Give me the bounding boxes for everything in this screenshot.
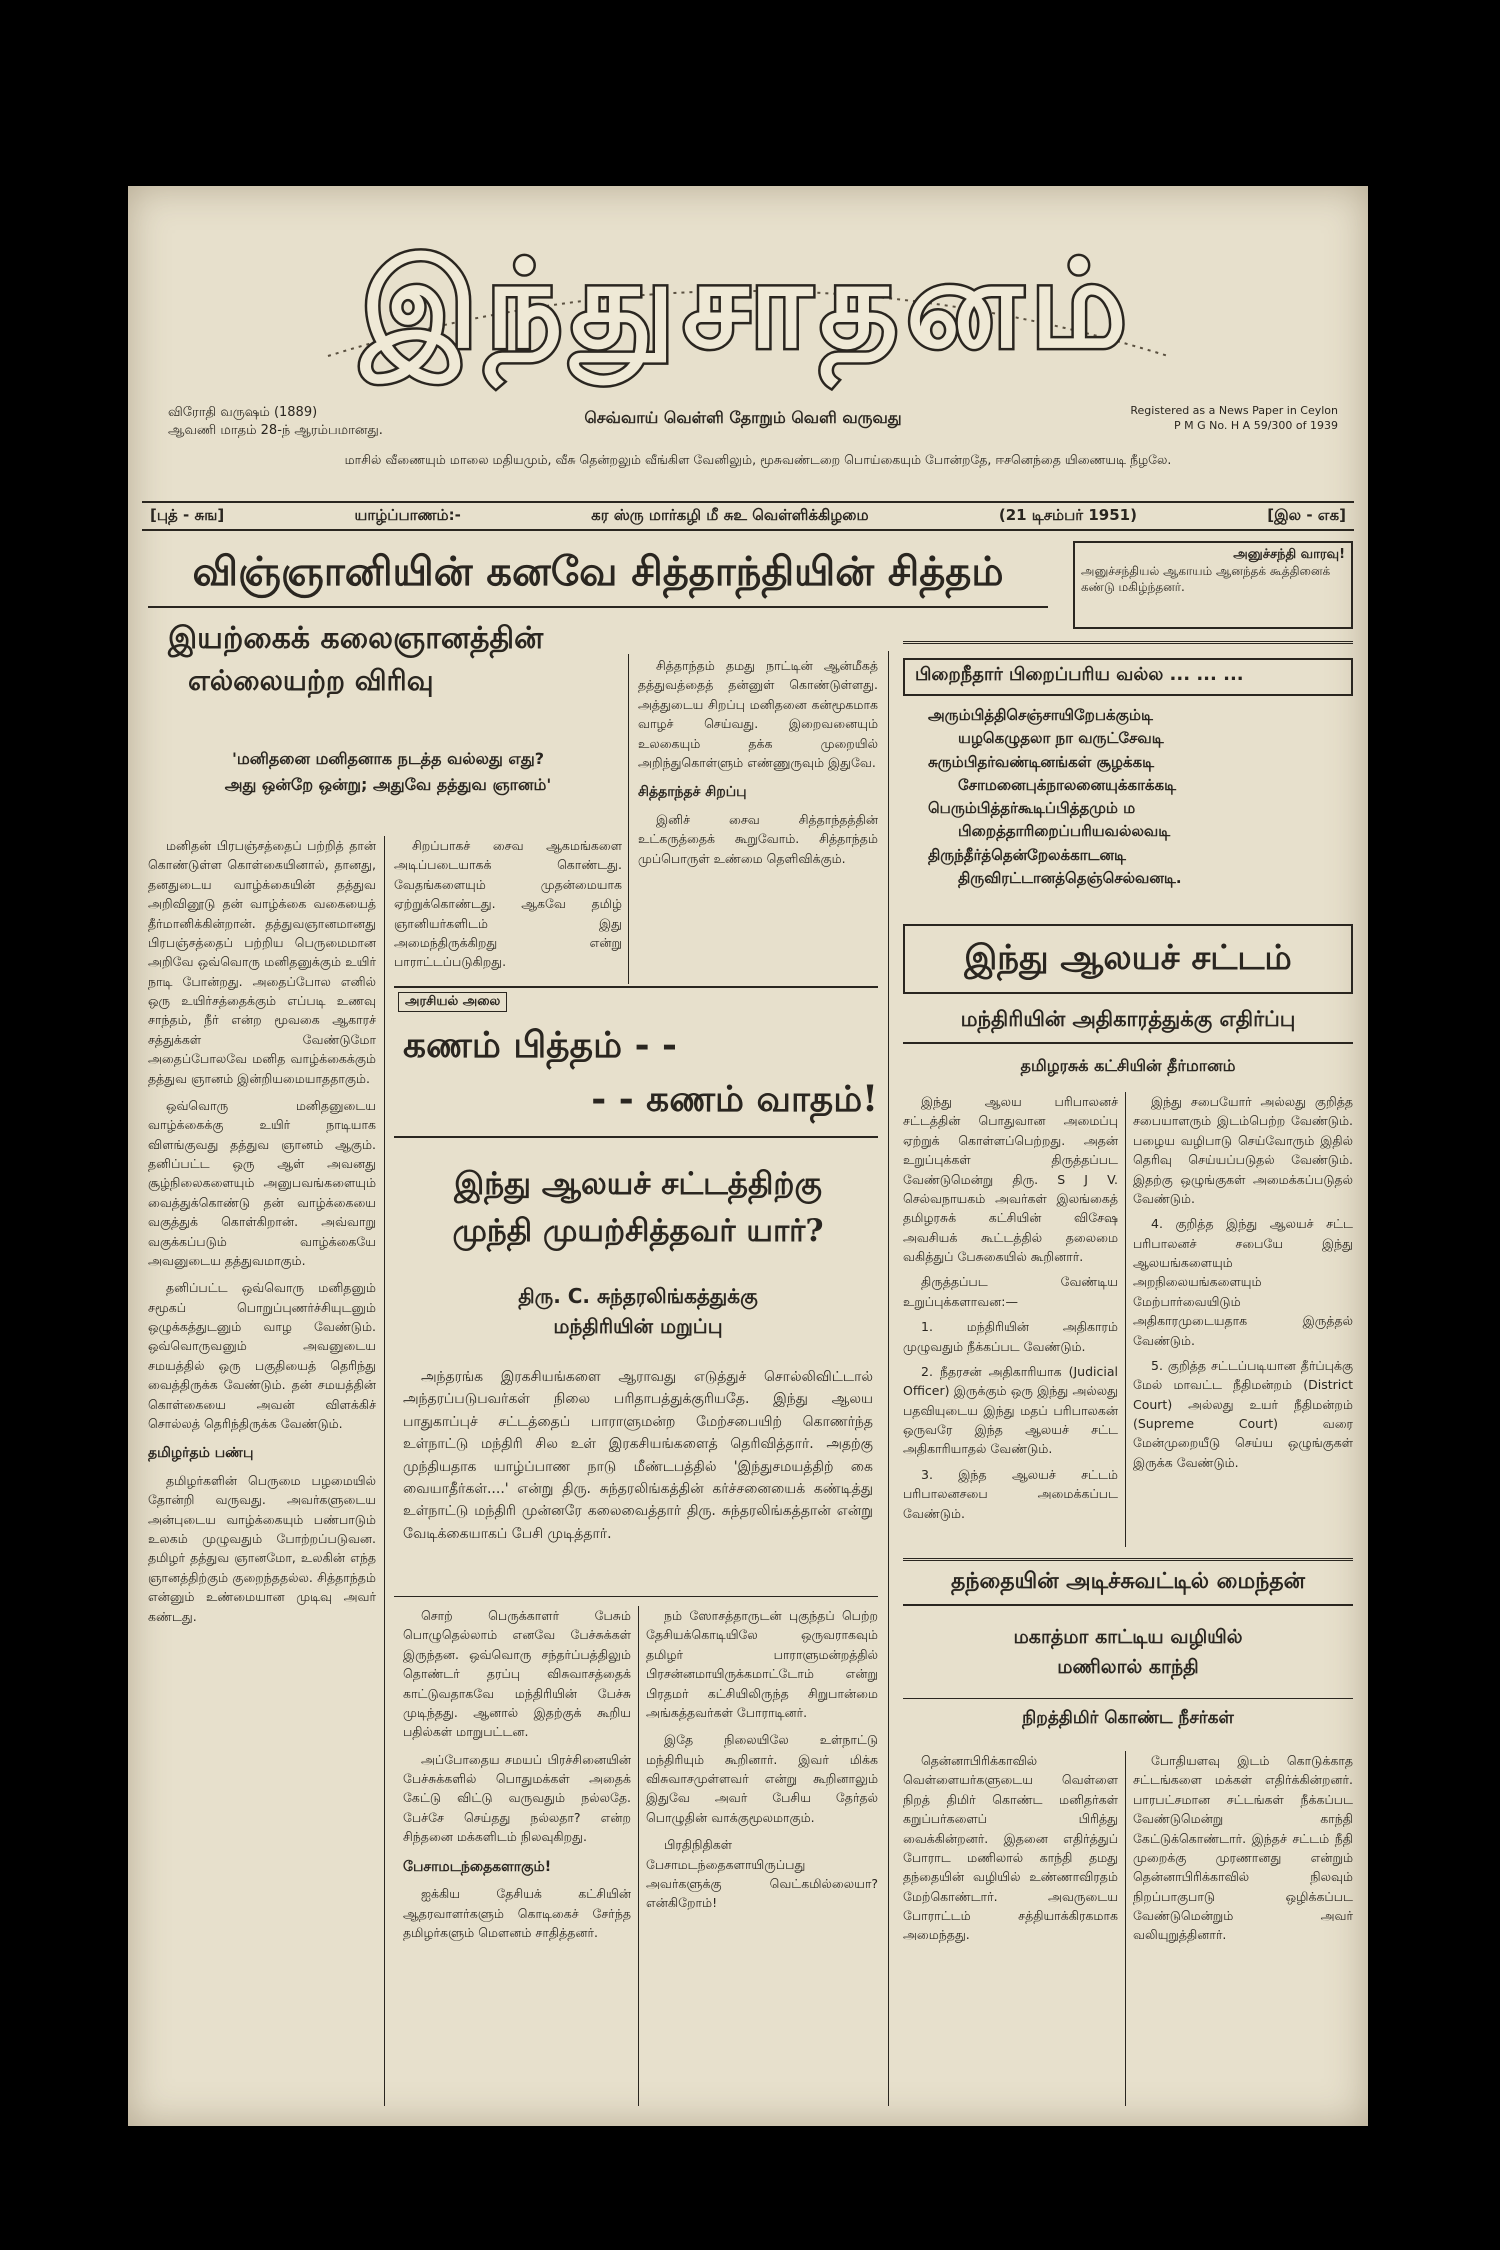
temple-column-b [1133, 1092, 1353, 1552]
temple-act-party: தமிழரசுக் கட்சியின் தீர்மானம் [1020, 1056, 1236, 1075]
temple-point-1: 1. மந்திரியின் அதிகாரம் முழுவதும் நீக்கப்பட வேண்டும். [903, 1319, 1118, 1354]
gandhi-sub-1: மகாத்மா காட்டிய வழியில் [1013, 1626, 1243, 1648]
poem-line: திருந்தீர்த்தென்றேலக்காடனடி [928, 845, 1126, 864]
divider-line [903, 1558, 1353, 1561]
masthead-title: இந்துசாதனம் [360, 234, 1136, 375]
gandhi-sub-3: நிறத்திமிர் கொண்ட நீசர்கள் [1022, 1708, 1234, 1728]
poem-title: பிறைநீதார் பிறைப்பரிய வல்ல ... ... ... [903, 658, 1353, 696]
politics-label: அரசியல் அலை [398, 992, 507, 1012]
gandhi-sub-2: மணிலால் காந்தி [1057, 1656, 1199, 1679]
divider-line [394, 1596, 878, 1597]
poem-line: திருவிரட்டானத்தெஞ்செல்வனடி. [958, 868, 1182, 887]
temple-article-headline-2: முந்தி முயற்சித்தவர் யார்? [452, 1212, 824, 1249]
poem-line: அரும்பித்திசெஞ்சாயிறேபக்கும்டி [928, 706, 1153, 724]
divider-line [394, 1136, 878, 1138]
temple-article-paragraph: அந்தரங்க இரகசியங்களை ஆராவது எடுத்துச் சொல்லிவிட்டால் அந்தரப்படுபவர்கள் நிலை பரிதாபத்துக்குரியதே. இந்து ஆலய பாதுகாப்புச் சட்டத்தைப் பாராளுமன்ற மேற்சபையிற் கொணர்ந்த உள்நாட்டு மந்திரி சில உள் இரகசியங்களைத் தெரிவித்தார். அதற்கு முந்தியதாக யாழ்ப்பாண நாடு மீண்டபத்தில் 'இந்துசமயத்திற் கை வையாதீர்கள்....' என்று திரு. சுந்தரலிங்கத்தின் கர்ச்சனையைக் கண்டித்து உள்நாட்டு மந்திரி முன்னரே கலைவைத்தார் திரு. சுந்தரலிங்கத்தான் என்று வேடிக்கையாகப் பேசி முடித்தார். [403, 1369, 873, 1542]
politics-headline-2: - - கணம் வாதம்! [591, 1078, 878, 1120]
temple-article-headline [403, 1161, 873, 1254]
poem-border-top [903, 641, 1353, 646]
temple-act-headline: இந்து ஆலயச் சட்டம் [903, 924, 1353, 994]
newspaper-page [128, 186, 1368, 2126]
lead-quote [168, 746, 608, 797]
temple-paragraph: திருத்தப்பட வேண்டிய உறுப்புக்களாவன:— [903, 1274, 1118, 1309]
lead-subhead-2: எல்லையற்ற விரிவு [188, 664, 434, 697]
dateline [142, 501, 1354, 531]
gandhi-paragraph: போதியளவு இடம் கொடுக்காத சட்டங்களை மக்கள் எதிர்க்கின்றனர். பாரபட்சமான சட்டங்கள் நீக்கப்பட வேண்டுமென்று காந்தி கேட்டுக்கொண்டார். இந்தச் சட்டம் நீதி முறைக்கு முரணானது என்றும் தென்னாபிரிக்காவில் நிலவும் நிறப்பாகுபாடு ஒழிக்கப்பட வேண்டுமென்றும் அவர் வலியுறுத்தினார். [1133, 1753, 1353, 1943]
gandhi-headline: தந்தையின் அடிச்சுவட்டில் மைந்தன் [951, 1568, 1305, 1594]
divider-line [394, 986, 878, 988]
dateline-date-tamil: கர ஸ்ரு மார்கழி மீ சுஉ வெள்ளிக்கிழமை [591, 506, 869, 524]
gandhi-column-b [1133, 1751, 1353, 2106]
side-note-label: அனுச்சந்தி வாரவு! [1233, 547, 1345, 562]
temple-paragraph: இந்து சபையோர் அல்லது குறித்த சபையாளரும் இடம்பெற்ற வேண்டும். பழைய வழிபாடு செய்வோரும் இதில் தெரிவு செய்யப்படுதல் வேண்டும். இதற்கு ஒழுங்குகள் அமைக்கப்படுதல் வேண்டும். [1133, 1094, 1353, 1206]
column-divider [384, 836, 385, 2106]
temple-article-subhead [403, 1281, 873, 1341]
divider-line [903, 1698, 1353, 1699]
column-divider [1125, 1751, 1126, 2106]
column-divider [638, 1606, 639, 2106]
masthead-tagline: மாசில் வீணையும் மாலை மதியமும், வீசு தென்றலும் வீங்கிள வேனிலும், மூசுவண்டறை பொய்கையும் போன்றதே, ஈசனெந்தை யிணையடி நீழலே. [344, 452, 1172, 467]
masthead-logo [308, 206, 1188, 396]
lead-col1-paragraph-3: தனிப்பட்ட ஒவ்வொரு மனிதனும் சமூகப் பொறுப்புணர்ச்சியுடனும் ஒழுக்கத்துடனும் வாழ வேண்டும். ஒவ்வொருவனும் அவனுடைய சமயத்தில் ஒரு பகுதியைத் தெரிந்து வைத்திருக்க வேண்டும். தன் சமயத்தின் கொள்கையை அவன் விளக்கிச் சொல்லத் தெரிந்திருக்க வேண்டும். [148, 1280, 376, 1431]
temple-article-sub-1: திரு. C. சுந்தரலிங்கத்துக்கு [518, 1284, 758, 1308]
lead-subhead-1: இயற்கைக் கலைஞானத்தின் [168, 621, 544, 656]
temple-article-sub-2: மந்திரியின் மறுப்பு [553, 1314, 723, 1338]
temple-point-3: 3. இந்த ஆலயச் சட்டம் பரிபாலனசபை அமைக்கப்பட வேண்டும். [903, 1466, 1118, 1521]
divider-line [903, 1042, 1353, 1044]
founding-year: விரோதி வருஷம் (1889) [168, 405, 318, 420]
lead-col1-paragraph-1: மனிதன் பிரபஞ்சத்தைப் பற்றித் தான் கொண்டுள்ள கொள்கையினால், தானது, தனதுடைய வாழ்க்கையின் தத்துவ அறிவினூடு தன் வாழ்க்கை வகையைத் தீர்மானிக்கின்றான். தத்துவஞானமானது பிரபஞ்சத்தைப் பற்றிய பெருமைமான அறிவே ஒவ்வொரு மனிதனுக்கும் உயிர் நாடி போன்றது. அதைப்போல எனில் ஒரு உயிர்சத்தைக்கும் எப்படி உணவு சாந்தம், நீர் என்ற மூவகை ஆகாரச் சத்துக்கள் வேண்டுமோ அதைப்போலவே மனித வாழ்க்கைக்கும் தத்துவ ஞானம் இன்றியமையாததாகும். [148, 838, 376, 1086]
lead-col3-paragraph-1: சித்தாந்தம் தமது நாட்டின் ஆன்மீகத் தத்துவத்தைத் தன்னுள் கொண்டுள்ளது. அத்துடைய சிறப்பு மனிதனை கன்மூகமாக வாழச் செய்வது. இறைவனையும் உலகையும் தக்க முறையில் அறிந்துகொள்ளும் எண்ணுருவும் இதுவே. [638, 658, 878, 770]
poem-line: சோமனைபுக்நாலனையுக்காக்கடி [958, 775, 1177, 794]
lead-quote-line-1: 'மனிதனை மனிதனாக நடத்த வல்லது எது? [231, 749, 545, 768]
lead-column-2 [394, 836, 622, 976]
lead-col3-paragraph-2: இனிச் சைவ சித்தாந்தத்தின் உட்கருத்தைக் கூறுவோம். சித்தாந்தம் முப்பொருள் உண்மை தெளிவிக்கும். [638, 811, 878, 866]
dateline-place: யாழ்ப்பாணம்:- [354, 506, 461, 524]
politics-paragraph: ஐக்கிய தேசியக் கட்சியின் ஆதரவாளர்களும் கொடிகைச் சேர்ந்த தமிழர்களும் மௌனம் சாதித்தனர். [403, 1886, 631, 1940]
divider-line [903, 1604, 1353, 1606]
lead-headline: விஞ்ஞானியின் கனவே சித்தாந்தியின் சித்தம் [148, 548, 1048, 608]
registration-line-1: Registered as a News Paper in Ceylon [1130, 404, 1338, 417]
temple-article-lead [403, 1366, 873, 1591]
publication-frequency: செவ்வாய் வெள்ளி தோறும் வெளி வருவது [584, 408, 902, 427]
lead-col2-paragraph-1: சிறப்பாகச் சைவ ஆகமங்களை அடிப்படையாகக் கொண்டது. வேதங்களையும் முதன்மையாக ஏற்றுக்கொண்டது. ஆகவே தமிழ் ஞானியர்களிடம் இது அமைந்திருக்கிறது என்று பாராட்டப்படுகிறது. [394, 838, 622, 970]
politics-subheading: பேசாமடந்தைகளாகும்! [403, 1858, 552, 1875]
column-divider [1125, 1092, 1126, 1547]
politics-column-b [646, 1606, 878, 2106]
lead-col1-paragraph-2: ஒவ்வொரு மனிதனுடைய வாழ்க்கைக்கு உயிர் நாடியாக விளங்குவது தத்துவ ஞானம் ஆகும். தனிப்பட்ட ஒரு ஆள் அவனது சூழ்நிலைகளையும் அனுபவங்களையும் வைத்துக்கொண்டு தன் வாழ்க்கையை வகுத்துக் கொள்கிறான். அவ்வாறு வகுக்கப்படும் வாழ்க்கையே அவனுடைய தத்துவமாகும். [148, 1097, 376, 1268]
siddhanta-subheading: சித்தாந்தச் சிறப்பு [638, 784, 747, 801]
temple-point-5: 5. குறித்த சட்டப்படியான தீர்ப்புக்கு மேல் மாவட்ட நீதிமன்றம் (District Court) அல்லது உயர் நீதிமன்றம் (Supreme Court) வரை மேன்முறையீடு செய்ய ஒழுங்குகள் இருக்க வேண்டும். [1133, 1357, 1353, 1470]
tamil-culture-subheading: தமிழர்தம் பண்பு [148, 1445, 254, 1462]
poem-line: சுரும்பிதர்வண்டினங்கள் சூழக்கடி [928, 752, 1155, 771]
column-divider [628, 654, 629, 984]
side-note-text: அனுச்சந்தியல் ஆகாயம் ஆனந்தக் கூத்தினைக் கண்டு மகிழ்ந்தனர். [1081, 564, 1331, 595]
temple-paragraph: இந்து ஆலய பரிபாலனச் சட்டத்தின் பொதுவான அமைப்பு ஏற்றுக் கொள்ளப்பெற்றது. அதன் உறுப்புக்கள் திருத்தப்பட வேண்டுமென்று திரு. S J V. செல்வநாயகம் அவர்கள் இலங்கைத் தமிழரசுக் கட்சியின் விசேஷ அவசியக் கூட்டத்தில் தலைமை வகித்துப் பேசுகையில் கூறினார். [903, 1094, 1118, 1264]
politics-headline-1: கணம் பித்தம் - - [403, 1024, 677, 1066]
gandhi-column-a [903, 1751, 1118, 2106]
registration-info [1008, 404, 1338, 434]
poem-verse [928, 704, 1348, 890]
temple-column-a [903, 1092, 1118, 1552]
side-note-box [1073, 541, 1353, 629]
temple-article-headline-1: இந்து ஆலயச் சட்டத்திற்கு [454, 1166, 822, 1202]
issue-number: [இல - எக] [1267, 506, 1346, 524]
founding-month: ஆவணி மாதம் 28-ந் ஆரம்பமானது. [168, 422, 383, 438]
registration-line-2: P M G No. H A 59/300 of 1939 [1174, 418, 1338, 432]
column-divider [888, 651, 889, 2106]
temple-point-4: 4. குறித்த இந்து ஆலயச் சட்ட பரிபாலனச் சபையே இந்து ஆலயங்களையும் அறநிலையங்களையும் மேற்பார்வையிடும் அதிகாரமுடையதாக இருத்தல் வேண்டும். [1133, 1216, 1353, 1348]
volume-number: [புத் - சுங] [150, 506, 225, 524]
temple-act-subhead: மந்திரியின் அதிகாரத்துக்கு எதிர்ப்பு [960, 1006, 1296, 1031]
poem-line: பிறைத்தாரிறைப்பரியவல்லவடி [958, 822, 1171, 841]
gandhi-paragraph: தென்னாபிரிக்காவில் வெள்ளையர்களுடைய வெள்ளை நிறத் திமிர் கொண்ட மனிதர்கள் கறுப்பர்களைப் பிரித்து வைக்கின்றனர். இதனை எதிர்த்துப் போராட மணிலால் காந்தி தமது தந்தையின் வழியில் உண்ணாவிரதம் மேற்கொண்டார். அவருடைய போராட்டம் சத்தியாக்கிரகமாக அமைந்தது. [903, 1753, 1118, 1943]
dateline-date-english: (21 டிசம்பர் 1951) [998, 506, 1137, 524]
poem-line: யழகெழுதலா நா வருட்சேவடி [958, 729, 1164, 748]
lead-quote-line-2: அது ஒன்றே ஒன்று; அதுவே தத்துவ ஞானம்' [224, 774, 552, 794]
politics-paragraph: அப்போதைய சமயப் பிரச்சினையின் பேச்சுக்களில் பொதுமக்கள் அதைக் கேட்டு விட்டு வருவதும் நல்லதே. பேச்சே செய்தது நல்லதா? என்ற சிந்தனை மக்களிடம் நிலவுகிறது. [403, 1751, 631, 1845]
temple-point-2: 2. நீதரசன் அதிகாரியாக (Judicial Officer) இருக்கும் ஒரு இந்து அல்லது பதவியுடைய இந்து மதப் பரிபாலகன் ஒருவரே இந்த ஆலயச் சட்ட அதிகாரியாதல் வேண்டும். [903, 1363, 1118, 1457]
politics-paragraph: பிரதிநிதிகள் பேசாமடந்தைகளாயிருப்பது அவர்களுக்கு வெட்கமில்லையா? என்கிறோம்! [646, 1837, 878, 1911]
politics-paragraph: நம் ஸோசத்தாருடன் புகுந்தப் பெற்ற தேசியக்கொடியிலே ஒருவராகவும் தமிழர் பாராளுமன்றத்தில் பிரசன்னமாயிருக்கமாட்டோம் என்று பிரதமர் கட்சியிலிருந்த சிறுபான்மை அங்கத்தவர்கள் போராடினர். [646, 1608, 878, 1720]
gandhi-subhead [903, 1622, 1353, 1683]
politics-paragraph: சொற் பெருக்காளர் பேசும் பொழுதெல்லாம் எனவே பேச்சுக்கள் இருந்தன. ஒவ்வொரு சந்தர்ப்பத்திலும் தொண்டர் தரப்பு விசுவாசத்தைக் காட்டுவதாகவே மந்திரியின் பேச்சு முடிந்தது. ஆனால் இதற்குக் கூறிய பதில்கள் மாறுபட்டன. [403, 1608, 631, 1740]
lead-col1-paragraph-4: தமிழர்களின் பெருமை பழமையில் தோன்றி வருவது. அவர்களுடைய அன்புடைய வாழ்க்கையும் பண்பாடும் உலகம் முழுவதும் போற்றப்படுவன. தமிழர் தத்துவ ஞானமோ, உலகின் எந்த ஞானத்திற்கும் குறைந்ததல்ல. சித்தாந்தம் என்னும் உண்மையான முடிவு அவர் கண்டது. [148, 1472, 376, 1624]
poem-line: பெரும்பித்தர்கூடிப்பித்தமும் ம [928, 799, 1136, 817]
politics-paragraph: இதே நிலையிலே உள்நாட்டு மந்திரியும் கூறினார். இவர் மிக்க விசுவாசமுள்ளவர் என்று கூறினாலும் இதுவே அவர் பேசிய தேர்தல் பொழுதின் வாக்குமூலமாகும். [646, 1732, 878, 1825]
lead-column-3 [638, 656, 878, 981]
politics-column-a [403, 1606, 631, 2106]
lead-column-1 [148, 836, 376, 2106]
masthead-left-info [168, 404, 468, 439]
